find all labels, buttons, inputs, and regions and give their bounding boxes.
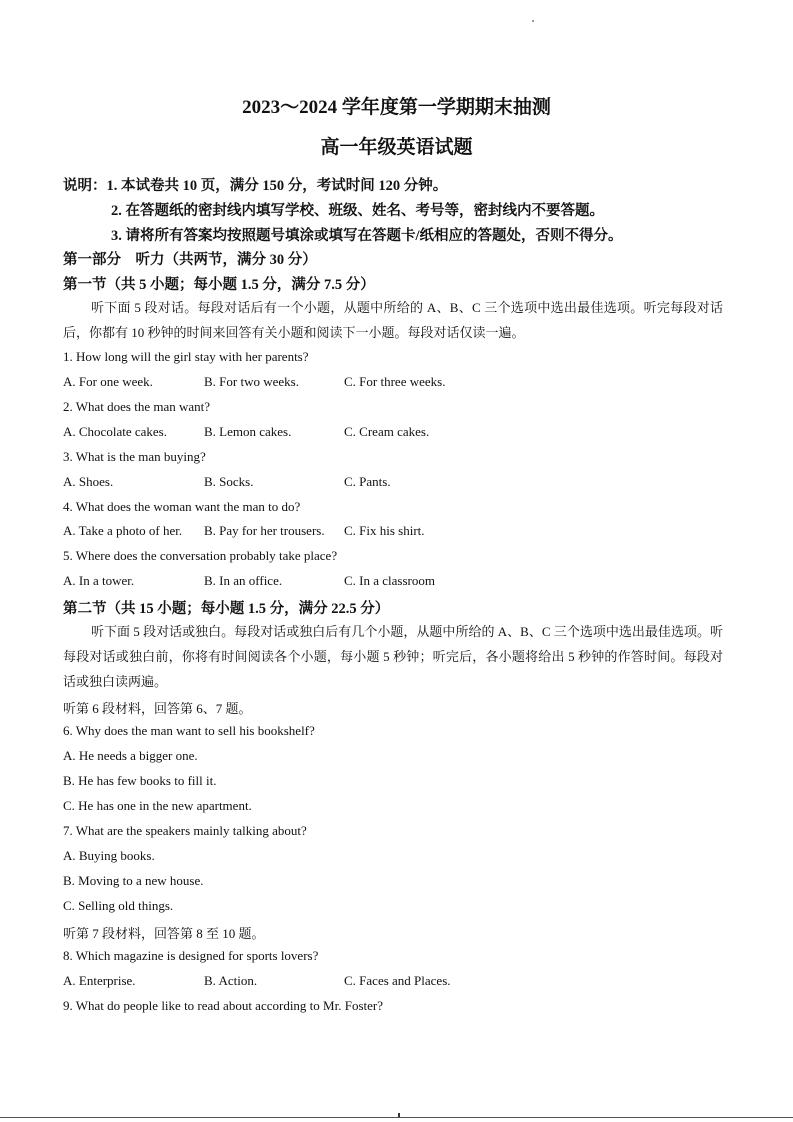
q2-option-c: C. Cream cakes. [344, 424, 430, 439]
exam-subtitle: 高一年级英语试题 [320, 137, 473, 158]
instruction-3: 3. 请将所有答案均按照题号填涂或填写在答题卡/纸相应的答题处，否则不得分。 [111, 228, 623, 244]
page-bottom-rule [0, 1117, 793, 1118]
instruction-2: 2. 在答题纸的密封线内填写学校、班级、姓名、考号等，密封线内不要答题。 [111, 203, 604, 219]
question-6: 6. Why does the man want to sell his bookshelf? [63, 723, 315, 738]
q6-option-b: B. He has few books to fill it. [63, 773, 217, 788]
page-bottom-tick [398, 1113, 400, 1117]
q1-option-a: A. For one week. [63, 374, 153, 389]
q3-option-a: A. Shoes. [63, 474, 114, 489]
question-8: 8. Which magazine is designed for sports lovers? [63, 948, 319, 963]
question-1: 1. How long will the girl stay with her parents? [63, 349, 309, 364]
q7-option-b: B. Moving to a new house. [63, 873, 204, 888]
question-2: 2. What does the man want? [63, 399, 211, 414]
instruction-1: 说明：1. 本试卷共 10 页，满分 150 分，考试时间 120 分钟。 [63, 178, 448, 194]
part1-heading: 第一部分 听力（共两节，满分 30 分） [63, 252, 317, 268]
material-6-note: 听第 6 段材料，回答第 6、7 题。 [63, 701, 252, 716]
question-3: 3. What is the man buying? [63, 449, 206, 464]
q2-option-a: A. Chocolate cakes. [63, 424, 167, 439]
material-7-note: 听第 7 段材料，回答第 8 至 10 题。 [63, 926, 265, 941]
q1-option-c: C. For three weeks. [344, 374, 446, 389]
q3-option-b: B. Socks. [204, 474, 254, 489]
question-5: 5. Where does the conversation probably take place? [63, 548, 338, 563]
section1-heading: 第一节（共 5 小题；每小题 1.5 分，满分 7.5 分） [63, 277, 375, 293]
q7-option-c: C. Selling old things. [63, 898, 174, 913]
q5-option-a: A. In a tower. [63, 573, 135, 588]
section2-heading: 第二节（共 15 小题；每小题 1.5 分，满分 22.5 分） [63, 601, 390, 617]
scan-dot [532, 20, 534, 22]
q4-option-b: B. Pay for her trousers. [204, 523, 325, 538]
question-7: 7. What are the speakers mainly talking about? [63, 823, 307, 838]
question-9: 9. What do people like to read about according to Mr. Foster? [63, 998, 383, 1013]
q8-option-c: C. Faces and Places. [344, 973, 451, 988]
q5-option-b: B. In an office. [204, 573, 283, 588]
q4-option-a: A. Take a photo of her. [63, 523, 183, 538]
question-4: 4. What does the woman want the man to do? [63, 499, 301, 514]
q3-option-c: C. Pants. [344, 474, 391, 489]
q4-option-c: C. Fix his shirt. [344, 523, 425, 538]
q8-option-b: B. Action. [204, 973, 258, 988]
section1-directions: 听下面 5 段对话。每段对话后有一个小题，从题中所给的 A、B、C 三个选项中选出最佳选项。听完每段对话后，你都有 10 秒钟的时间来回答有关小题和阅读下一小题。每段对话仅读一遍。 [63, 300, 723, 340]
section2-directions: 听下面 5 段对话或独白。每段对话或独白后有几个小题，从题中所给的 A、B、C 三个选项中选出最佳选项。听每段对话或独白前，你将有时间阅读各个小题，每小题 5 秒钟；听完后，各小题将给出 5 秒钟的作答时间。每段对话或独白读两遍。 [63, 624, 723, 689]
q7-option-a: A. Buying books. [63, 848, 155, 863]
q5-option-c: C. In a classroom [344, 573, 435, 588]
q1-option-b: B. For two weeks. [204, 374, 299, 389]
q2-option-b: B. Lemon cakes. [204, 424, 292, 439]
exam-title: 2023～2024 学年度第一学期期末抽测 [242, 97, 551, 118]
q6-option-a: A. He needs a bigger one. [63, 748, 198, 763]
q8-option-a: A. Enterprise. [63, 973, 136, 988]
q6-option-c: C. He has one in the new apartment. [63, 798, 252, 813]
